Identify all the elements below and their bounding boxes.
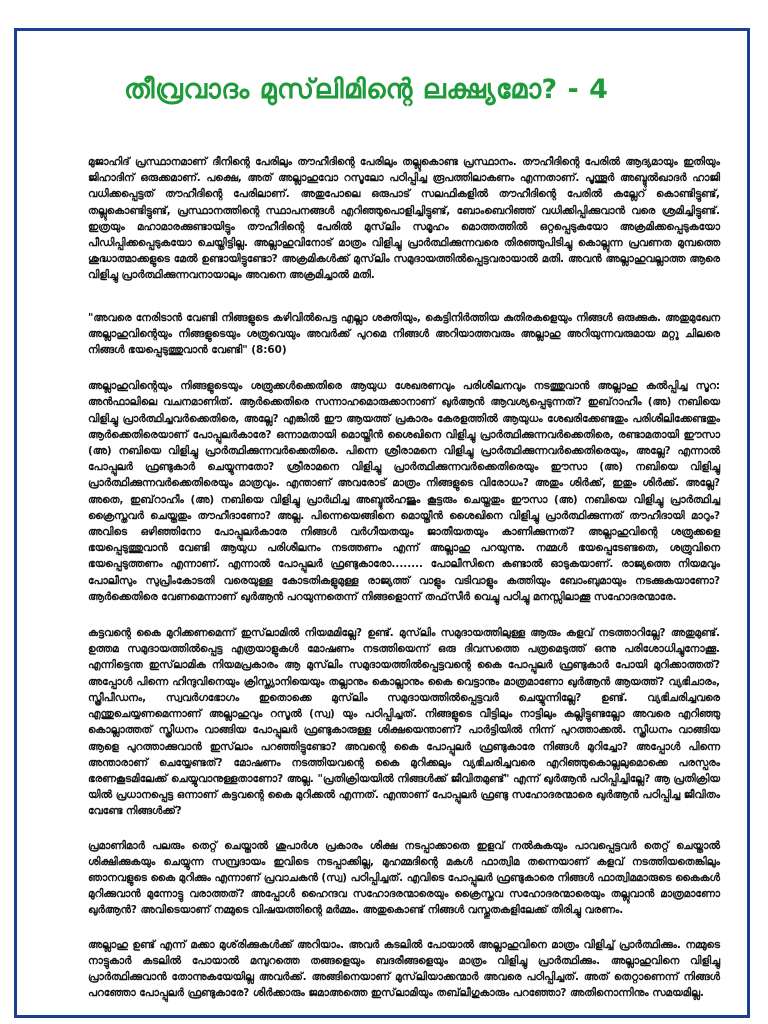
paragraph-3: കട്ടവന്റെ കൈ മുറിക്കണമെന്ന് ഇസ്‌ലാമിൽ നിയമമില്ലേ? ഉണ്ട്. മുസ്‌ലിം സമുദായത്തിലുള്ള ആരും കളവ് നടത്താറില്ലേ? അതുമുണ്ട്. ഉത്തമ സമുദായത്തിൽപ്പെട്ട എത്രയാളുകൾ മോഷണം നടത്തിയെന്ന് ഒരു ദിവസത്തെ പത്രമെടുത്ത് ഒന്നു പരിശോധിച്ചുനോക്കൂ. എന്നിട്ടെന്ത ഇസ്‌ലാമിക നിയമപ്രകാരം ആ മുസ്‌ലിം സമുദായത്തിൽപ്പെട്ടവന്റെ കൈ പോപ്പുലർ ഫ്രണ്ടുകാർ പോയി മുറിക്കാത്തത്? അപ്പോൾ പിന്നെ ഹിന്ദുവിനെയും ക്രിസ്ത്യാനിയെയും തല്ലാനും കൊല്ലാനും കൈ വെട്ടാനും മാത്രമാണോ ഖുർആൻ ആയത്ത്? വ്യഭിചാരം, സ്ത്രീപീഡനം, സ്വവർഗഭോഗം ഇതൊക്കെ മുസ്‌ലിം സമുദായത്തിൽപ്പെട്ടവർ ചെയ്യുന്നില്ലേ? ഉണ്ട്. വ്യഭിചരിച്ചവരെ എന്തുചെയ്യണമെന്നാണ് അല്ലാഹുവും റസൂൽ (സ്വ) യും പഠിപ്പിച്ചത്. നിങ്ങളുടെ വീട്ടിലും നാട്ടിലും കല്ലിട്ടുണ്ടല്ലോ അവരെ എറിഞ്ഞു കൊല്ലാത്തത് സ്ത്രീധനം വാങ്ങിയ പോപ്പുലർ ഫ്രണ്ടുകാരുള്ള ശിക്ഷയെന്താണ്? പാർട്ടിയിൽ നിന്ന് പുറത്താക്കൽ. സ്ത്രീധനം വാങ്ങിയ ആളെ പുറത്താക്കുവാൻ ഇസ്‌ലാം പറഞ്ഞിട്ടുണ്ടോ? അവന്റെ കൈ പോപ്പുലർ ഫ്രണ്ടുകാരേ നിങ്ങൾ മുറിച്ചോ? അപ്പോൾ പിന്നെ അന്താരാണ് ചെയ്യേണ്ടത്? മോഷണം നടത്തിയവന്റെ കൈ മുറിക്കലും വ്യഭിചരിച്ചവരെ എറിഞ്ഞുകൊല്ലലുമൊക്കെ പരസ്പരം ഭരണകൂടമിലേക്ക് ചെയ്യുവാനുള്ളതാണോ? അല്ല. "പ്രതിക്രിയയിൽ നിങ്ങൾക്ക് ജീവിതമുണ്ട്" എന്ന് ഖുർആൻ പഠിപ്പിച്ചില്ലേ? ആ പ്രതിക്രിയ യിൽ പ്രധാനപ്പെട്ട ഒന്നാണ് കട്ടവന്റെ കൈ മുറിക്കൽ എന്നത്. എന്താണ് പോപ്പുലർ ഫ്രണ്ടു സഹോദരന്മാരെ ഖുർആൻ പഠിപ്പിച്ച ജീവിതം വേണ്ടേ നിങ്ങൾക്ക്? (88, 627, 720, 818)
paragraph-4: പ്രമാണിമാർ പലരും തെറ്റ് ചെയ്താൽ ശുപാർശ പ്രകാരം ശിക്ഷ നടപ്പാക്കാതെ ഇളവ് നൽകുകയും പാവപ്പെട്ടവർ തെറ്റ് ചെയ്താൽ ശിക്ഷിക്കുകയും ചെയ്യുന്ന സമ്പ്രദായം ഇവിടെ നടപ്പാക്കില്ല, മുഹമ്മദിന്റെ മകൾ ഫാത്വിമ തന്നെയാണ് കളവ് നടത്തിയതെങ്കിലും ഞാനവളുടെ കൈ മുറിക്കും എന്നാണ് പ്രവാചകൻ (സ്വ) പഠിപ്പിച്ചത്. എവിടെ പോപ്പുലർ ഫ്രണ്ടുകാരെ നിങ്ങൾ ഫാത്വിമമാരുടെ കൈകൾ മുറിക്കുവാൻ മുന്നോട്ടു വരാത്തത്? അപ്പോൾ ഹൈന്ദവ സഹോദരന്മാരെയും ക്രൈസ്തവ സഹോദരന്മാരെയും തല്ലുവാൻ മാത്രമാണോ ഖുർആൻ? അവിടെയാണ് നമ്മുടെ വിഷയത്തിന്റെ മർമ്മം. അതുകൊണ്ട് നിങ്ങൾ വസ്തുതകളിലേക്ക് തിരിച്ചു വരണം. (88, 839, 720, 917)
quran-quote: "അവരെ നേരിടാൻ വേണ്ടി നിങ്ങളുടെ കഴിവിൽപെട്ട എല്ലാ ശക്തിയും, കെട്ടിനിർത്തിയ കുതിരകളെയും നിങ്ങൾ ഒരുക്കുക. അതുമുഖേന അല്ലാഹുവിന്റെയും നിങ്ങളുടെയും ശത്രുവെയും അവർക്ക് പുറമെ നിങ്ങൾ അറിയാത്തവരും അല്ലാഹു അറിയുന്നവരുമായ മറ്റു ചിലരെ നിങ്ങൾ ഭയപ്പെടുത്തുവാൻ വേണ്ടി" (8:60) (88, 311, 720, 357)
article (88, 70, 720, 1001)
article-title: തീവ്രവാദം മുസ്‌ലിമിന്റെ ലക്ഷ്യമോ? - 4 (124, 74, 609, 105)
paragraph-2: അല്ലാഹുവിന്റെയും നിങ്ങളുടെയും ശത്രുക്കൾക്കെതിരെ ആയുധ ശേഖരണവും പരിശീലനവും നടത്തുവാൻ അല്ലാഹു കൽപ്പിച്ച സൂറ: അൻഫാലിലെ വചനമാണിത്. ആർക്കെതിരെ സന്നാഹമൊരുക്കാനാണ് ഖുർആൻ ആവശ്യപ്പെടുന്നത്? ഇബ്‌റാഹീം (അ) നബിയെ വിളിച്ചു പ്രാർത്ഥിച്ചവർക്കെതിരെ, അല്ലേ? എങ്കിൽ ഈ ആയത്ത് പ്രകാരം കേരളത്തിൽ ആയുധം ശേഖരിക്കേണ്ടതും പരിശീലിക്കേണ്ടതും ആർക്കെതിരെയാണ് പോപ്പുലർകാരേ? ഒന്നാമതായി മൊയ്തീൻ ശൈഖിനെ വിളിച്ചു പ്രാർത്ഥിക്കുന്നവർക്കെതിരെ, രണ്ടാമതായി ഈസാ (അ) നബിയെ വിളിച്ചു പ്രാർത്ഥിക്കുന്നവർക്കെതിരെ. പിന്നെ ശ്രീരാമനെ വിളിച്ചു പ്രാർത്ഥിക്കുന്നവർക്കെതിരെയും, അല്ലേ? എന്നാൽ പോപ്പുലർ ഫ്രണ്ടുകാർ ചെയ്യുന്നതോ? ശ്രീരാമനെ വിളിച്ചു പ്രാർത്ഥിക്കുന്നവർക്കെതിരെയും ഈസാ (അ) നബിയെ വിളിച്ചു പ്രാർത്ഥിക്കുന്നവർക്കെതിരെയും മാത്രവും. എന്താണ് അവരോട് മാത്രം നിങ്ങളുടെ വിരോധം? അതും ശിർക്ക്, ഇതും ശിർക്ക്. അല്ലേ? അതെ, ഇബ്‌റാഹീം (അ) നബിയെ വിളിച്ചു പ്രാർഥിച്ച അബ്ദുൽഹജും കൂട്ടരും ചെയ്തതും ഈസാ (അ) നബിയെ വിളിച്ചു പ്രാർത്ഥിച്ച ക്രൈസ്തവർ ചെയ്തതും തൗഹീദാണോ? അല്ല. പിന്നെയെങ്ങിനെ മൊയ്തീൻ ശൈഖിനെ വിളിച്ചു പ്രാർത്ഥിക്കുന്നത് തൗഹീദായി മാറും? അവിടെ ഒഴിഞ്ഞിനോ പോപ്പുലർകാരേ നിങ്ങൾ വർഗീയതയും ജാതീയതയും കാണിക്കുന്നത്? അല്ലാഹുവിന്റെ ശത്രുക്കളെ ഭയപ്പെടുത്തുവാൻ വേണ്ടി ആയുധ പരിശീലനം നടത്തണം എന്ന് അല്ലാഹു പറയുന്നു. നമ്മൾ ഭയപ്പെടേണ്ടതെ, ശത്രുവിനെ ഭയപ്പെടുത്തണം എന്നാണ്. എന്നാൽ പോപ്പുലർ ഫ്രണ്ടുകാരോ........ പോലീസിനെ കണ്ടാൽ ഓടുകയാണ്. രാജ്യത്തെ നിയമവും പോലീസും സുപ്രീംകോടതി വരെയുള്ള കോടതികളുമുള്ള രാജ്യത്ത് വാളും വടിവാളും കത്തിയും ബോംബുമായും നടക്കുകയാണോ? ആർക്കെതിരെ വേണമെന്നാണ് ഖുർആൻ പറയുന്നതെന്ന് നിങ്ങളൊന്ന് തഫ്‌സീർ വെച്ചു പഠിച്ചു മനസ്സിലാക്കൂ സഹോദരന്മാരേ. (88, 380, 720, 603)
paragraph-5: അല്ലാഹു ഉണ്ട് എന്ന് മക്കാ മുശ്‌രിക്കുകൾക്ക് അറിയാം. അവർ കടലിൽ പോയാൽ അല്ലാഹുവിനെ മാത്രം വിളിച്ച് പ്രാർത്ഥിക്കും. നമ്മുടെ നാട്ടുകാർ കടലിൽ പോയാൽ മമ്പുറത്തെ തങ്ങളെയും ബദരീങ്ങളെയും മാത്രം വിളിച്ചു പ്രാർത്ഥിക്കും. അല്ലാഹുവിനെ വിളിച്ചു പ്രാർത്ഥിക്കുവാൻ തോന്നുകയേയില്ല അവർക്ക്. അങ്ങിനെയാണ് മുസ്‌ലിയാക്കന്മാർ അവരെ പഠിപ്പിച്ചത്. അത് തെറ്റാണെന്ന് നിങ്ങൾ പറഞ്ഞോ പോപ്പുലർ ഫ്രണ്ടുകാരേ? ശിർക്കാരും ജമാഅത്തെ ഇസ്‌ലാമിയും തബ്‌ലീഗുകാരും പറഞ്ഞോ? അതിനൊന്നിനും സമയമില്ല. (88, 938, 720, 1000)
paragraph-1: മുജാഹിദ് പ്രസ്ഥാനമാണ് ദീനിന്റെ പേരിലും തൗഹീദിന്റെ പേരിലും തല്ലുകൊണ്ട പ്രസ്ഥാനം. തൗഹീദിന്റെ പേരിൽ ആദ്യമായും ഇതിയും ജിഹാദിന് ഒരുക്കമാണ്. പക്ഷെ, അത് അല്ലാഹുവോ റസൂലോ പഠിപ്പിച്ച രൂപത്തിലാകണം എന്നതാണ്. പൂന്തൂർ അബ്ദുൽഖാദർ ഹാജി വധിക്കപ്പെട്ടത് തൗഹീദിന്റെ പേരിലാണ്. അതുപോലെ ഒരുപാട് സലഫികളിൽ തൗഹീദിന്റെ പേരിൽ കല്ലേറ് കൊണ്ടിട്ടുണ്ട്, തല്ലുകൊണ്ടിട്ടുണ്ട്, പ്രസ്ഥാനത്തിന്റെ സ്ഥാപനങ്ങൾ എറിഞ്ഞുപൊളിച്ചിട്ടുണ്ട്, ബോംബെറിഞ്ഞ് വധിക്കിപ്പിക്കുവാൻ വരെ ശ്രമിച്ചിട്ടുണ്ട്. ഇത്രയും മഹാമാരക്കുണ്ടായിട്ടും തൗഹീദിന്റെ പേരിൽ മുസ്‌ലിം സമൂഹം മൊത്തത്തിൽ ഒറ്റപ്പെടുകയോ അക്രമിക്കപ്പെടുകയോ പീഡിപ്പിക്കപ്പെടുകയോ ചെയ്തിട്ടില്ല. അല്ലാഹുവിനോട് മാത്രം വിളിച്ചു പ്രാർത്ഥിക്കുന്നവരെ തിരഞ്ഞുപിടിച്ചു കൊല്ലുന്ന പ്രവണത മുമ്പത്തെ ശുദ്ധാത്മാക്കളുടെ മേൽ ഉണ്ടായിട്ടുണ്ടോ? അക്രമികൾക്ക് മുസ്‌ലിം സമുദായത്തിൽപ്പെട്ടവരായാൽ മതി. അവൻ അല്ലാഹുവല്ലാത്ത ആരെ വിളിച്ചു പ്രാർത്ഥിക്കുന്നവനായാലും അവനെ അക്രമിച്ചാൽ മതി. (88, 156, 720, 282)
